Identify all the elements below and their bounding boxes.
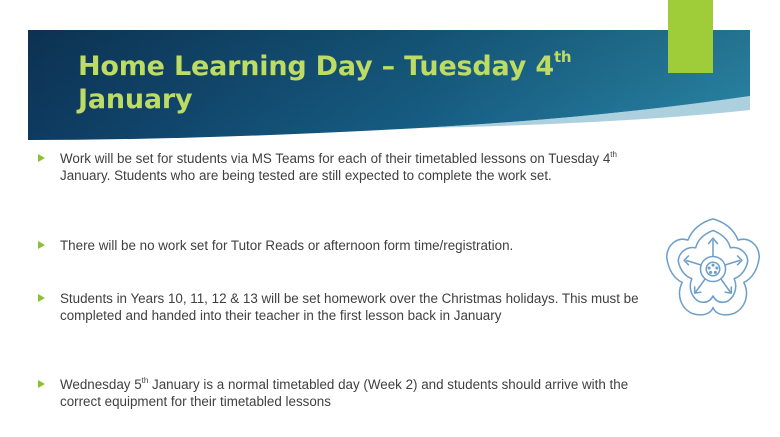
bullet-superscript: th	[141, 375, 149, 385]
title-line-2: January	[78, 84, 193, 115]
triangle-bullet-icon	[38, 294, 45, 302]
triangle-bullet-icon	[38, 154, 45, 162]
bullet-text: Work will be set for students via MS Teams for each of their timetabled lessons on Tuesday 4	[60, 151, 611, 166]
title-line-1: Home Learning Day – Tuesday 4	[78, 51, 554, 82]
bullet-item	[38, 237, 513, 254]
bullet-item	[38, 376, 658, 410]
bullet-text: There will be no work set for Tutor Reads or afternoon form time/registration.	[60, 238, 514, 253]
bullet-text: Students in Years 10, 11, 12 & 13 will be set homework over the Christmas holidays. This must be completed and handed into their teacher in the first lesson back in January	[60, 291, 639, 323]
bullet-text: January. Students who are being tested are still expected to complete the work set.	[60, 168, 552, 183]
bullet-text: Wednesday 5	[60, 377, 142, 392]
bullet-item	[38, 150, 658, 184]
slide-title	[78, 50, 638, 116]
triangle-bullet-icon	[38, 380, 45, 388]
title-superscript: th	[553, 48, 572, 66]
bullet-superscript: th	[610, 149, 617, 159]
bullet-item	[38, 290, 658, 324]
rose-emblem-icon	[660, 216, 766, 322]
bullet-text: January is a normal timetabled day (Week 2) and students should arrive with the correct equipment for their timetabled lessons	[60, 377, 629, 409]
accent-bar	[668, 0, 713, 73]
triangle-bullet-icon	[38, 241, 45, 249]
